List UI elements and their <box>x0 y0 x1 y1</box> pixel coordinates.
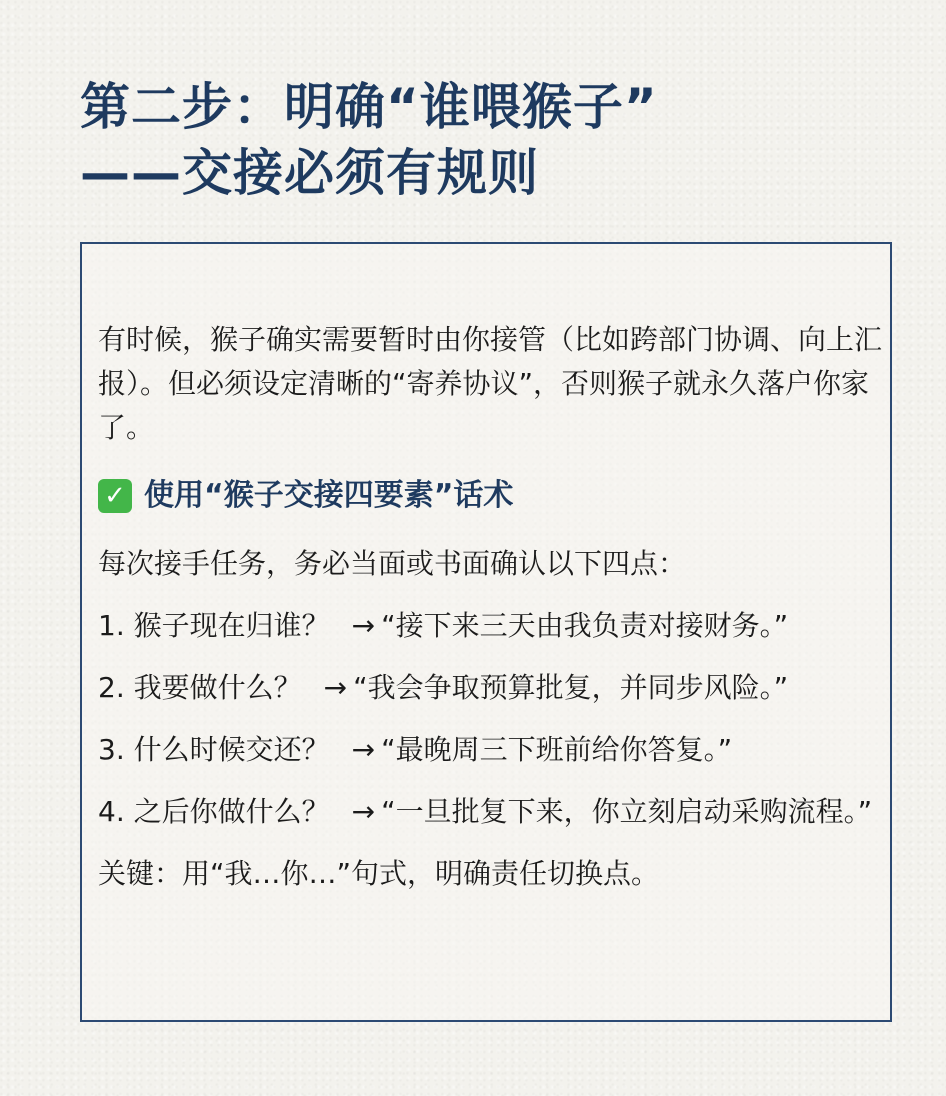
arrow-icon: → <box>351 733 376 766</box>
page-title <box>80 74 658 206</box>
list-item <box>98 790 884 834</box>
section-subheading <box>98 472 884 520</box>
list-item <box>98 666 884 710</box>
title-line-1: 第二步：明确“谁喂猴子” <box>80 78 658 136</box>
title-line-2: ——交接必须有规则 <box>80 144 539 202</box>
arrow-icon: → <box>351 795 376 828</box>
point-question: 2. 我要做什么？ <box>98 671 302 704</box>
point-answer: “接下来三天由我负责对接财务。” <box>381 609 789 642</box>
point-answer: “我会争取预算批复，并同步风险。” <box>353 671 789 704</box>
lead-paragraph: 每次接手任务，务必当面或书面确认以下四点： <box>98 547 687 580</box>
point-question: 3. 什么时候交还？ <box>98 733 330 766</box>
list-item <box>98 728 884 772</box>
subheading-text: 使用“猴子交接四要素”话术 <box>144 478 514 513</box>
arrow-icon: → <box>323 671 348 704</box>
arrow-icon: → <box>351 609 376 642</box>
point-question: 4. 之后你做什么？ <box>98 795 330 828</box>
point-answer: “一旦批复下来，你立刻启动采购流程。” <box>381 795 873 828</box>
key-takeaway: 关键：用“我…你…”句式，明确责任切换点。 <box>98 857 660 890</box>
point-answer: “最晚周三下班前给你答复。” <box>381 733 733 766</box>
point-question: 1. 猴子现在归谁？ <box>98 609 330 642</box>
content-card <box>80 242 892 1022</box>
intro-paragraph: 有时候，猴子确实需要暂时由你接管（比如跨部门协调、向上汇报）。但必须设定清晰的“寄养协议”，否则猴子就永久落户你家了。 <box>98 323 883 444</box>
list-item <box>98 604 884 648</box>
card-content <box>98 318 884 896</box>
check-mark-icon: ✓ <box>98 479 132 513</box>
